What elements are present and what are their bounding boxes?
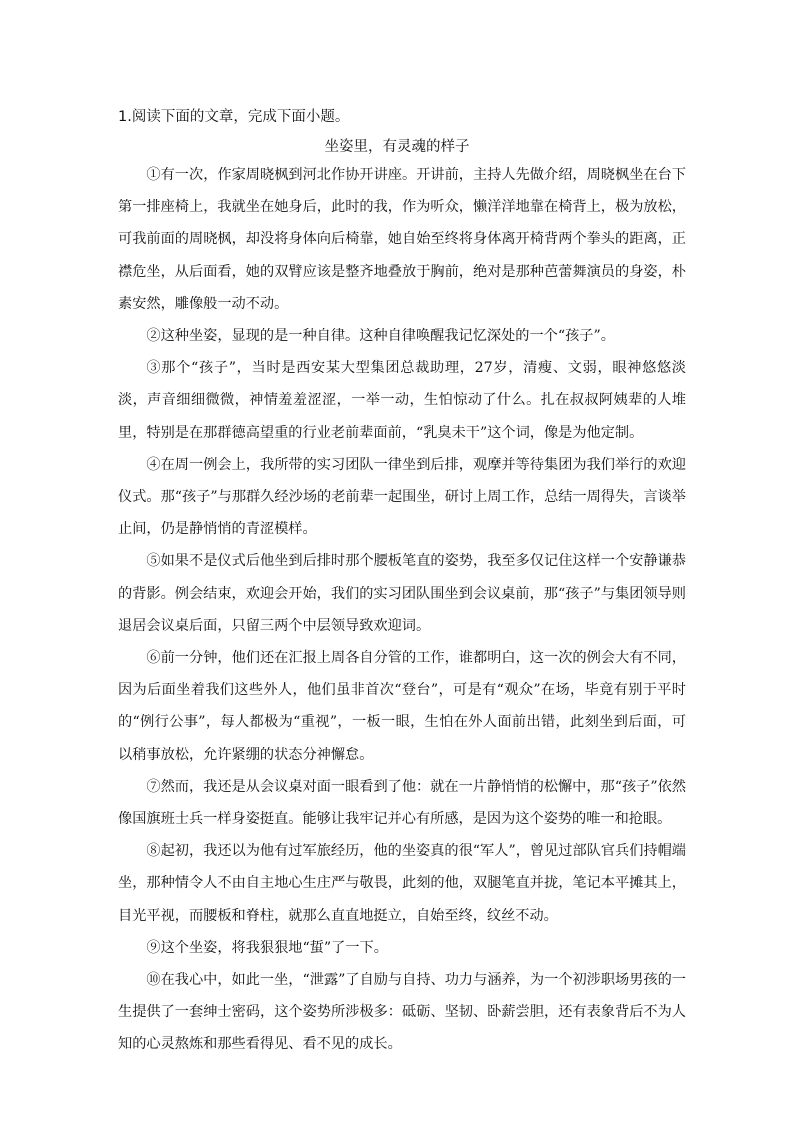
paragraph-1: ①有一次，作家周晓枫到河北作协开讲座。开讲前，主持人先做介绍，周晓枫坐在台下第一排座椅上，我就坐在她身后，此时的我，作为听众，懒洋洋地靠在椅背上，极为放松，可我前面的周晓枫，却没将身体向后椅靠，她自始至终将身体离开椅背两个拳头的距离，正襟危坐，从后面看，她的双臂应该是整齐地叠放于胸前，绝对是那种芭蕾舞演员的身姿，朴素安然，雕像般一动不动。 [118,167,686,312]
question-prompt: 1.阅读下面的文章，完成下面小题。 [118,109,350,125]
paragraph-9: ⑨这个坐姿，将我狠狠地“蜇”了一下。 [146,939,388,956]
paragraph-4: ④在周一例会上，我所带的实习团队一律坐到后排，观摩并等待集团为我们举行的欢迎仪式。那“孩子”与那群久经沙场的老前辈一起围坐，研讨上周工作，总结一周得失，言谈举止间，仍是静悄悄的青涩模样。 [118,456,686,538]
article-body [118,159,686,1061]
paragraph-3: ③那个“孩子”，当时是西安某大型集团总裁助理，27岁，清瘦、文弱，眼神悠悠淡淡，声音细细微微，神情羞羞涩涩，一举一动，生怕惊动了什么。扎在叔叔阿姨辈的人堆里，特别是在那群德高望重的行业老前辈面前，“乳臭未干”这个词，像是为他定制。 [118,360,686,441]
paragraph-10: ⑩在我心中，如此一坐，“泄露”了自励与自持、功力与涵养，为一个初涉职场男孩的一生提供了一套绅士密码，这个姿势所涉极多：砥砺、坚韧、卧薪尝胆，还有表象背后不为人知的心灵熬炼和那些看得见、看不见的成长。 [118,972,686,1053]
paragraph-6: ⑥前一分钟，他们还在汇报上周各自分管的工作，谁都明白，这一次的例会大有不同，因为后面坐着我们这些外人，他们虽非首次“登台”，可是有“观众”在场，毕竟有别于平时的“例行公事”，每人都极为“重视”，一板一眼，生怕在外人面前出错，此刻坐到后面，可以稍事放松，允许紧绷的状态分神懈怠。 [118,650,686,763]
paragraph-8: ⑧起初，我还以为他有过军旅经历，他的坐姿真的很“军人”，曾见过部队官兵们持帽端坐，那种情令人不由自主地心生庄严与敬畏，此刻的他，双腿笔直并拢，笔记本平摊其上，目光平视，而腰板和脊柱，就那么直直地挺立，自始至终，纹丝不动。 [118,843,686,924]
paragraph-7: ⑦然而，我还是从会议桌对面一眼看到了他：就在一片静悄悄的松懈中，那“孩子”依然像国旗班士兵一样身姿挺直。能够让我牢记并心有所感，是因为这个姿势的唯一和抢眼。 [118,778,686,828]
article-title: 坐姿里，有灵魂的样子 [324,139,470,155]
paragraph-2: ②这种坐姿，显现的是一种自律。这种自律唤醒我记忆深处的一个“孩子”。 [146,328,615,345]
paragraph-5: ⑤如果不是仪式后他坐到后排时那个腰板笔直的姿势，我至多仅记住这样一个安静谦恭的背影。例会结束，欢迎会开始，我们的实习团队围坐到会议桌前，那“孩子”与集团领导则退居会议桌后面，只留三两个中层领导致欢迎词。 [118,553,686,634]
